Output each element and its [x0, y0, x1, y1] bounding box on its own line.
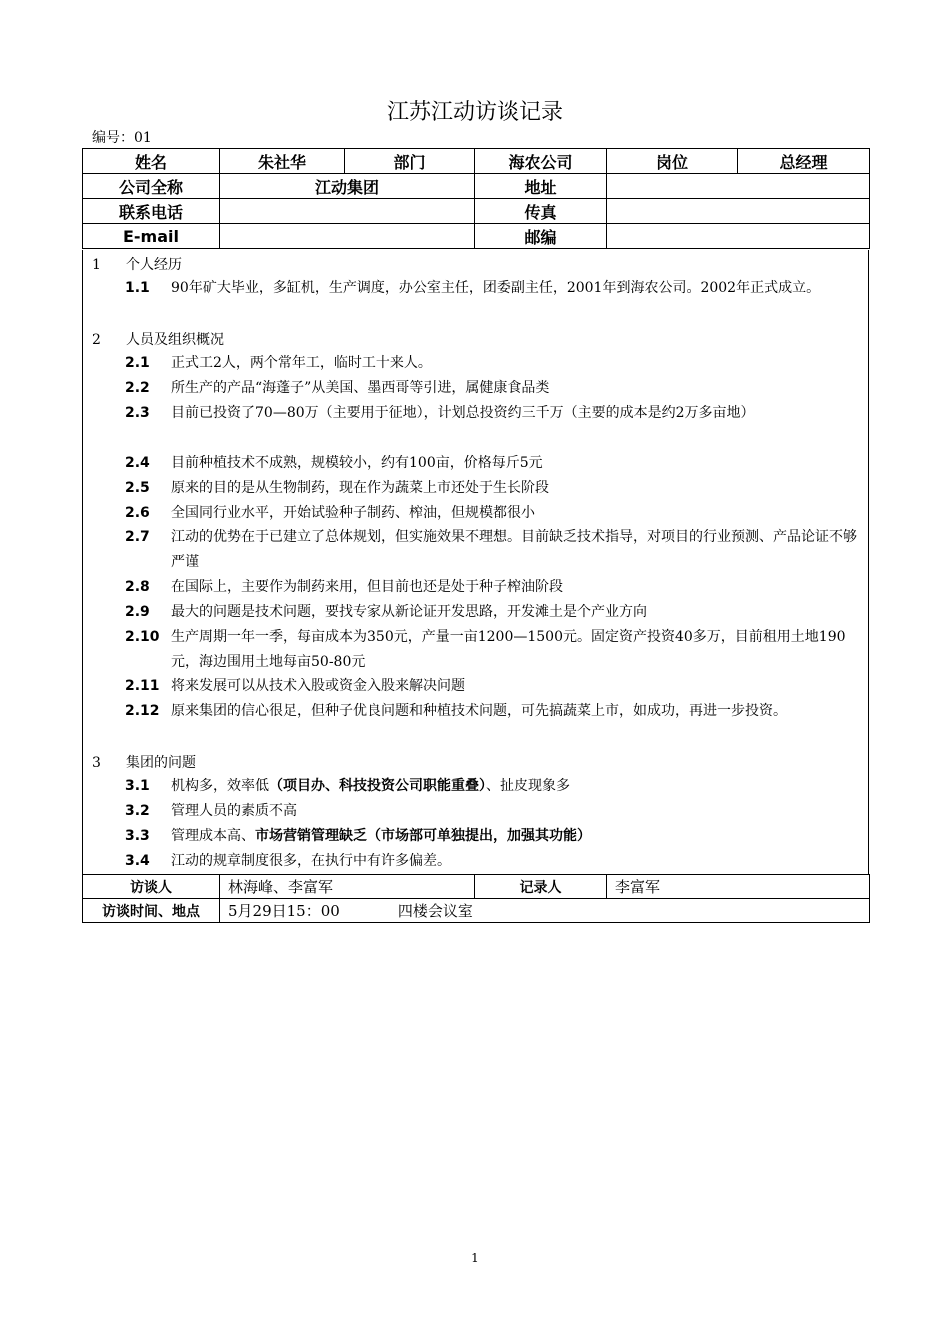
phone-value	[220, 199, 475, 224]
footer-table	[82, 874, 870, 923]
list-item: 3.2 管理人员的素质不高	[125, 803, 297, 819]
time-place-label: 访谈时间、地点	[83, 899, 220, 923]
list-item: 2.11 将来发展可以从技术入股或资金入股来解决问题	[125, 678, 465, 694]
name-label: 姓名	[83, 149, 220, 174]
section-heading: 1 个人经历	[92, 257, 182, 273]
zip-label: 邮编	[475, 224, 607, 249]
list-item: 3.1 机构多，效率低（项目办、科技投资公司职能重叠）、扯皮现象多	[125, 778, 570, 794]
list-item: 3.4 江动的规章制度很多，在执行中有许多偏差。	[125, 853, 451, 869]
post-value: 总经理	[738, 149, 870, 174]
dept-label: 部门	[345, 149, 475, 174]
address-label: 地址	[475, 174, 607, 199]
list-item: 1.1 90年矿大毕业，多缸机，生产调度，办公室主任，团委副主任，2001年到海农公司。2002年正式成立。	[125, 280, 821, 296]
company-label: 公司全称	[83, 174, 220, 199]
document-title: 江苏江动访谈记录	[386, 100, 563, 125]
address-value	[607, 174, 870, 199]
list-item: 3.3 管理成本高、市场营销管理缺乏（市场部可单独提出，加强其功能）	[125, 828, 591, 844]
info-table	[82, 148, 870, 249]
phone-label: 联系电话	[83, 199, 220, 224]
name-value: 朱社华	[220, 149, 345, 174]
info-row-phone	[83, 199, 870, 224]
section-heading: 3 集团的问题	[92, 755, 196, 771]
interview-content	[82, 250, 869, 874]
serial-number: 编号：01	[92, 130, 152, 146]
list-item: 2.2 所生产的产品“海蓬子”从美国、墨西哥等引进，属健康食品类	[125, 380, 550, 396]
list-item: 2.3 目前已投资了70—80万（主要用于征地），计划总投资约三千万（主要的成本是约2万多亩地）	[125, 405, 755, 421]
page-number: 1	[471, 1251, 479, 1265]
time-value: 5月29日15：00	[228, 902, 340, 920]
info-row-email	[83, 224, 870, 249]
info-row-company	[83, 174, 870, 199]
email-label: E-mail	[83, 224, 220, 249]
fax-label: 传真	[475, 199, 607, 224]
list-item: 2.10 生产周期一年一季，每亩成本为350元，产量一亩1200—1500元。固定资产投资40多万，目前租用土地190元，海边围用土地每亩50-80元	[125, 629, 846, 670]
info-row-name	[83, 149, 870, 174]
footer-row-people	[83, 875, 870, 899]
fax-value	[607, 199, 870, 224]
interviewer-value: 林海峰、李富军	[220, 875, 475, 899]
list-item: 2.7 江动的优势在于已建立了总体规划，但实施效果不理想。目前缺乏技术指导，对项目的行业预测、产品论证不够严谨	[125, 529, 857, 570]
email-value	[220, 224, 475, 249]
footer-row-time	[83, 899, 870, 923]
list-item: 2.12 原来集团的信心很足，但种子优良问题和种植技术问题，可先搞蔬菜上市，如成功，再进一步投资。	[125, 703, 787, 719]
time-place-value	[220, 899, 870, 923]
recorder-label: 记录人	[475, 875, 607, 899]
list-item: 2.8 在国际上，主要作为制药来用，但目前也还是处于种子榨油阶段	[125, 579, 563, 595]
company-value: 江动集团	[220, 174, 475, 199]
place-value: 四楼会议室	[397, 902, 473, 920]
list-item: 2.1 正式工2人，两个常年工，临时工十来人。	[125, 355, 432, 371]
section-heading: 2 人员及组织概况	[92, 332, 224, 348]
zip-value	[607, 224, 870, 249]
recorder-value: 李富军	[607, 875, 870, 899]
dept-value: 海农公司	[475, 149, 607, 174]
list-item: 2.4 目前种植技术不成熟，规模较小，约有100亩，价格每斤5元	[125, 455, 543, 471]
interviewer-label: 访谈人	[83, 875, 220, 899]
list-item: 2.9 最大的问题是技术问题，要找专家从新论证开发思路，开发滩土是个产业方向	[125, 604, 647, 620]
list-item: 2.6 全国同行业水平，开始试验种子制药、榨油，但规模都很小	[125, 505, 535, 521]
post-label: 岗位	[607, 149, 738, 174]
list-item: 2.5 原来的目的是从生物制药，现在作为蔬菜上市还处于生长阶段	[125, 480, 549, 496]
